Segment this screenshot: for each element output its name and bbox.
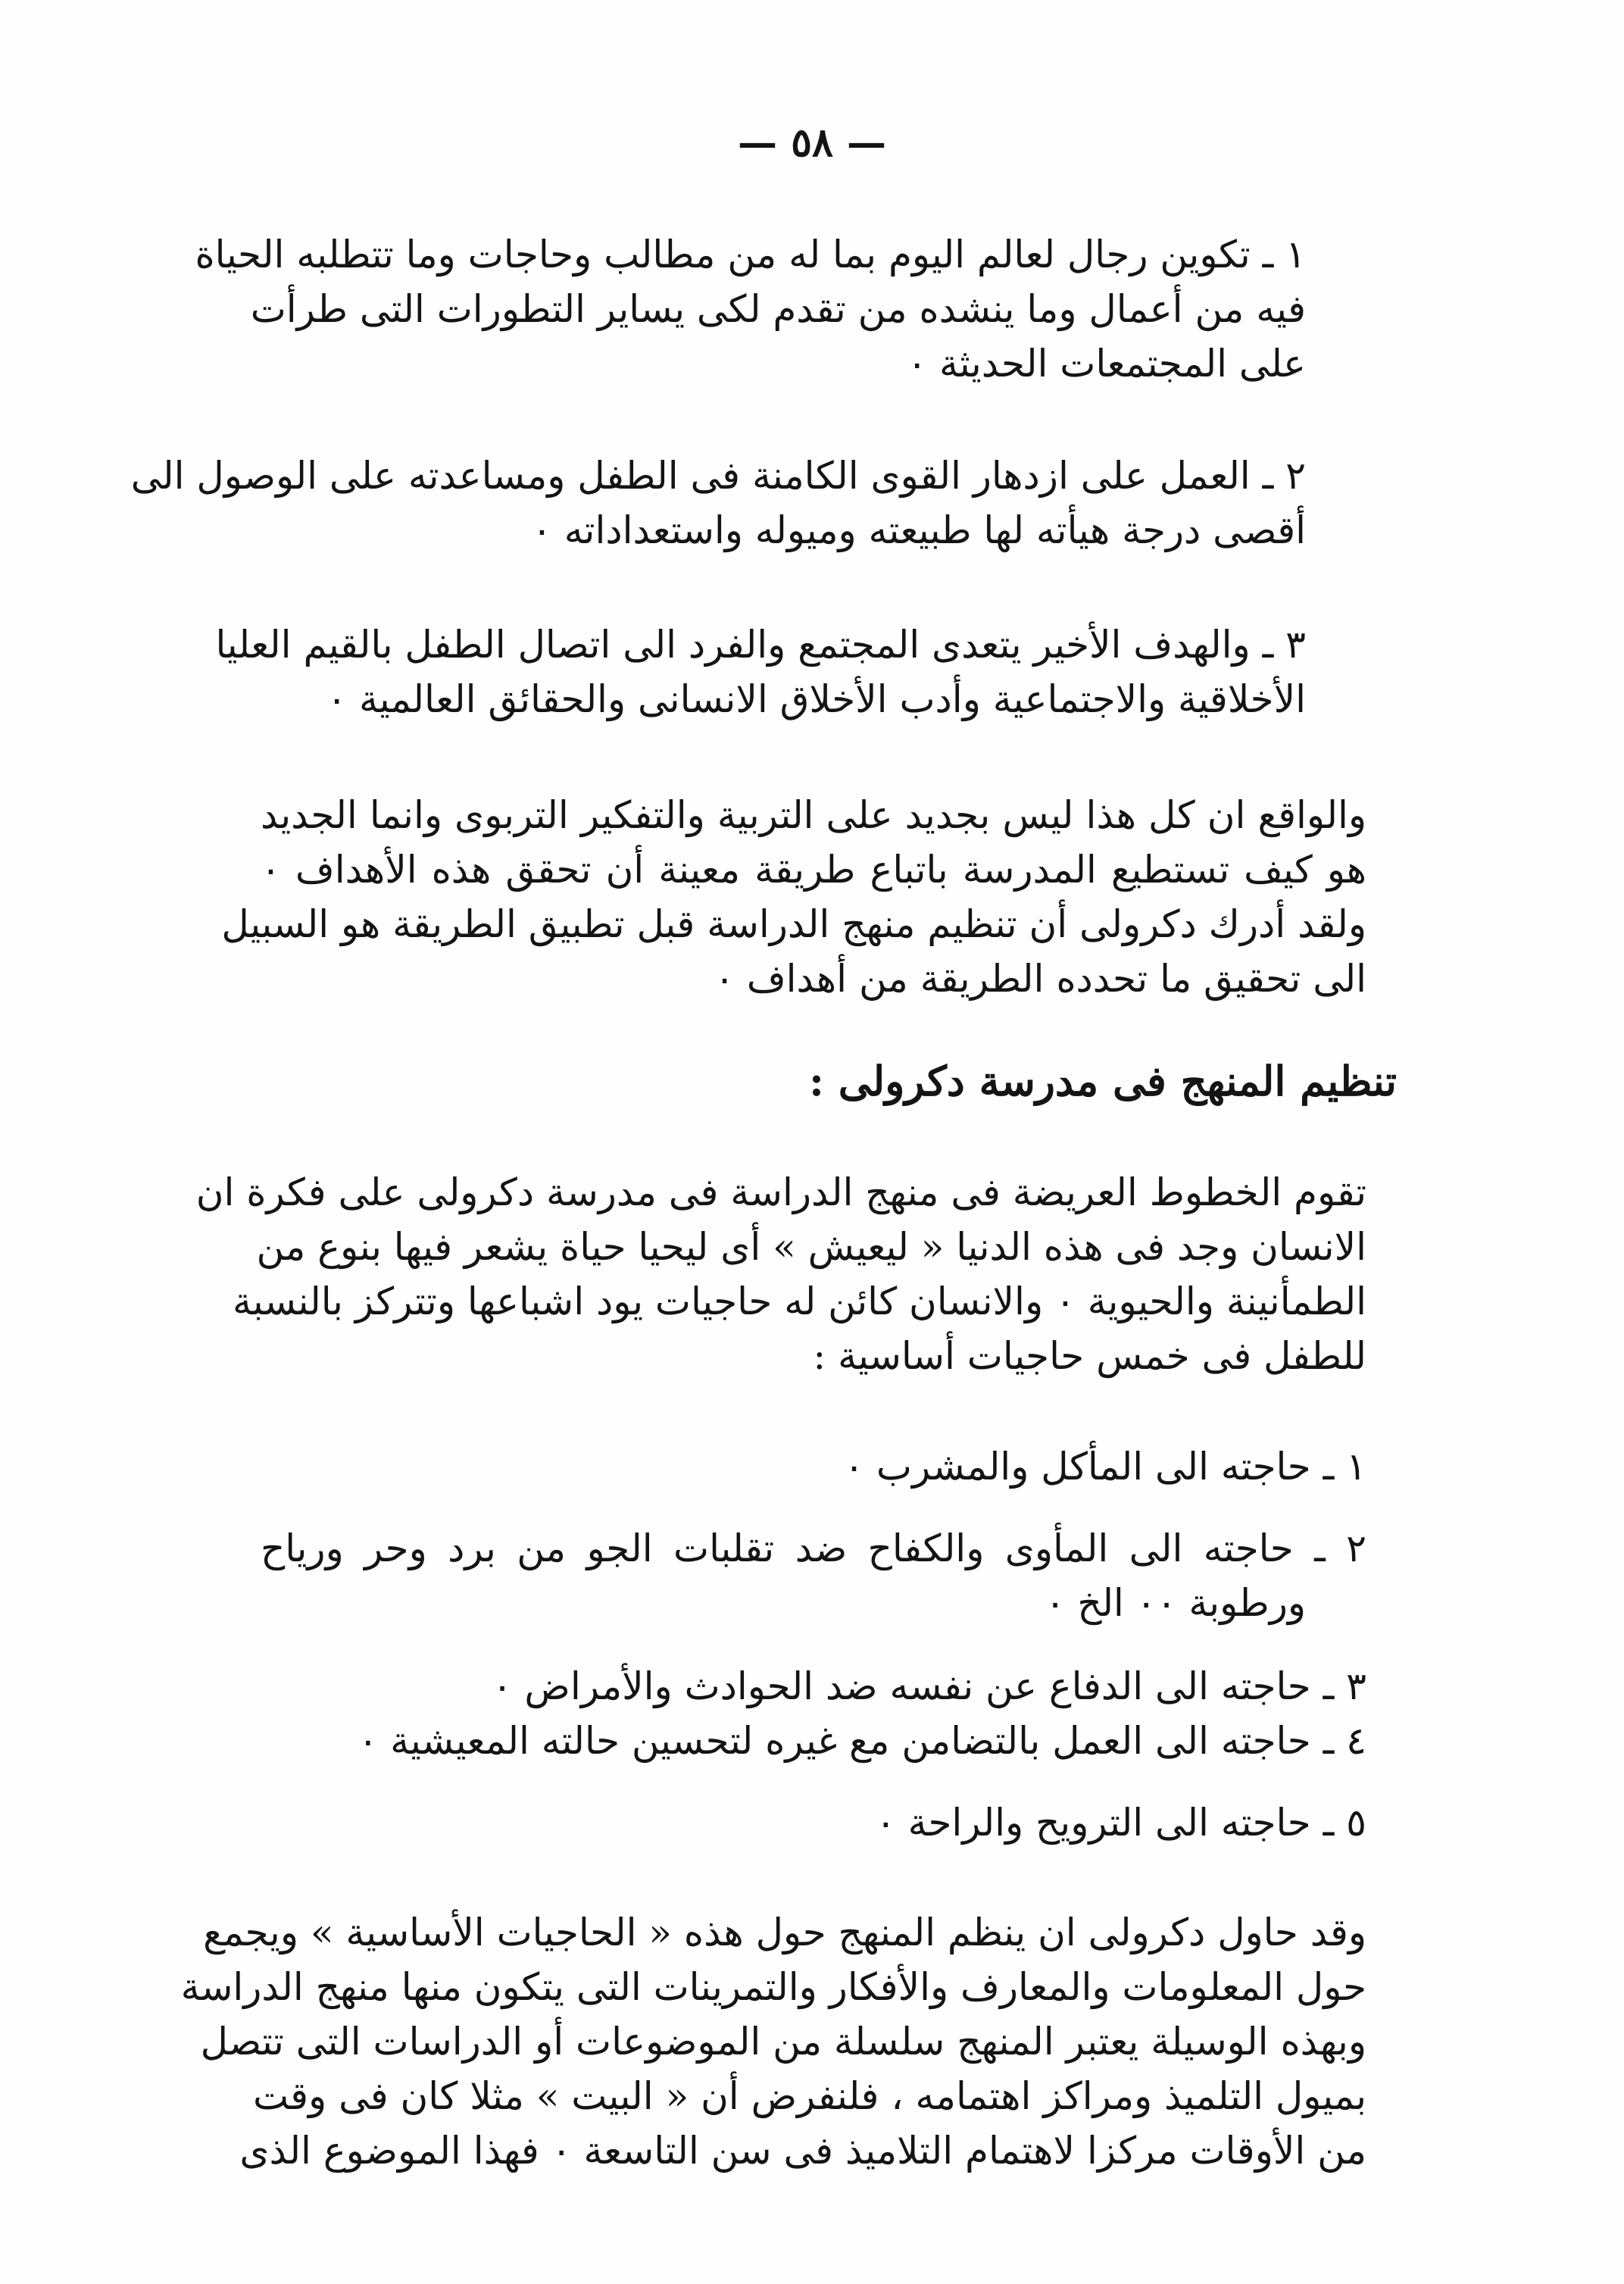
goal-2-line-2: أقصى درجة هيأته لها طبيعته وميوله واستعداداته ٠ bbox=[531, 508, 1306, 552]
paragraph-1-line-2: هو كيف تستطيع المدرسة باتباع طريقة معينة أن تحقق هذه الأهداف ٠ bbox=[261, 848, 1366, 892]
page-number: — ٥٨ — bbox=[737, 120, 887, 166]
goal-1-line-2: فيه من أعمال وما ينشده من تقدم لكى يساير التطورات التى طرأت bbox=[250, 287, 1306, 331]
goal-3-line-1: ٣ ـ والهدف الأخير يتعدى المجتمع والفرد الى اتصال الطفل بالقيم العليا bbox=[215, 623, 1306, 667]
goal-2-line-1: ٢ ـ العمل على ازدهار القوى الكامنة فى الطفل ومساعدته على الوصول الى bbox=[130, 454, 1306, 498]
need-2-line-1: ٢ ـ حاجته الى المأوى والكفاح ضد تقلبات الجو من برد وحر ورياح bbox=[261, 1526, 1366, 1570]
paragraph-1-line-3: ولقد أدرك دكرولى أن تنظيم منهج الدراسة قبل تطبيق الطريقة هو السبيل bbox=[221, 902, 1366, 946]
paragraph-3-line-1: وقد حاول دكرولى ان ينظم المنهج حول هذه « الحاجيات الأساسية » ويجمع bbox=[203, 1911, 1366, 1954]
paragraph-1-line-4: الى تحقيق ما تحدده الطريقة من أهداف ٠ bbox=[714, 957, 1366, 1001]
paragraph-2-line-3: الطمأنينة والحيوية ٠ والانسان كائن له حاجيات يود اشباعها وتتركز بالنسبة bbox=[232, 1279, 1366, 1323]
need-1: ١ ـ حاجته الى المأكل والمشرب ٠ bbox=[844, 1445, 1366, 1489]
paragraph-3-line-4: بميول التلميذ ومراكز اهتمامه ، فلنفرض أن « البيت » مثلا كان فى وقت bbox=[253, 2074, 1366, 2118]
paragraph-2-line-4: للطفل فى خمس حاجيات أساسية : bbox=[813, 1334, 1366, 1378]
paragraph-2-line-2: الانسان وجد فى هذه الدنيا « ليعيش » أى ليحيا حياة يشعر فيها بنوع من bbox=[256, 1225, 1366, 1269]
goal-1-line-3: على المجتمعات الحديثة ٠ bbox=[907, 342, 1306, 386]
need-3: ٣ ـ حاجته الى الدفاع عن نفسه ضد الحوادث والأمراض ٠ bbox=[492, 1664, 1366, 1708]
paragraph-3-line-3: وبهذه الوسيلة يعتبر المنهج سلسلة من الموضوعات أو الدراسات التى تتصل bbox=[200, 2020, 1366, 2064]
need-2-line-2: ورطوبة ٠٠ الخ ٠ bbox=[1045, 1581, 1306, 1625]
paragraph-2-line-1: تقوم الخطوط العريضة فى منهج الدراسة فى مدرسة دكرولى على فكرة ان bbox=[195, 1170, 1366, 1214]
paragraph-3-line-2: حول المعلومات والمعارف والأفكار والتمرينات التى يتكون منها منهج الدراسة bbox=[180, 1965, 1366, 2009]
need-4: ٤ ـ حاجته الى العمل بالتضامن مع غيره لتحسين حالته المعيشية ٠ bbox=[358, 1719, 1366, 1763]
goal-3-line-2: الأخلاقية والاجتماعية وأدب الأخلاق الانسانى والحقائق العالمية ٠ bbox=[326, 677, 1306, 721]
goal-1-line-1: ١ ـ تكوين رجال لعالم اليوم بما له من مطالب وحاجات وما تتطلبه الحياة bbox=[195, 233, 1306, 277]
paragraph-1-line-1: والواقع ان كل هذا ليس بجديد على التربية والتفكير التربوى وانما الجديد bbox=[261, 793, 1366, 837]
need-5: ٥ ـ حاجته الى الترويح والراحة ٠ bbox=[875, 1801, 1366, 1845]
section-heading: تنظيم المنهج فى مدرسة دكرولى : bbox=[809, 1057, 1397, 1105]
paragraph-3-line-5: من الأوقات مركزا لاهتمام التلاميذ فى سن التاسعة ٠ فهذا الموضوع الذى bbox=[239, 2129, 1366, 2173]
